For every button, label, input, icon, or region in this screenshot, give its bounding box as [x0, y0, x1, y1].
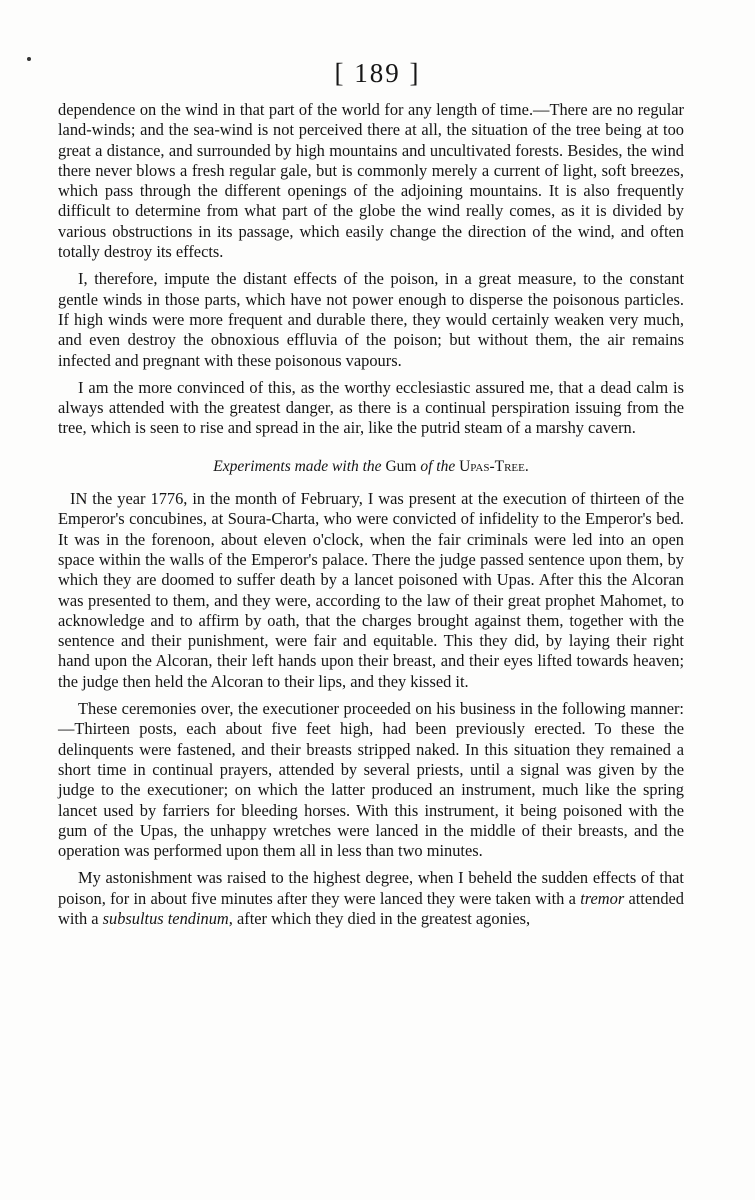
p6-text-a: My astonishment was raised to the highest degree, when I beheld the sudden effects of that poison, for in about five minutes after they were lanced they were taken with a	[58, 868, 684, 908]
paragraph-2: I, therefore, impute the distant effects of the poison, in a great measure, to the constant gentle winds in those parts, which have not power enough to disperse the poisonous particles. If high winds were more frequent and durable there, they would certainly weaken very much, and even destroy the obnoxious effluvia of the poison; but without them, the air remains infected and pregnant with these poisonous vapours.	[58, 269, 684, 370]
p6-term-tremor: tremor	[580, 888, 625, 908]
heading-part-3: of the	[420, 457, 456, 475]
paragraph-5: These ceremonies over, the executioner proceeded on his business in the following manner:—Thirteen posts, each about five feet high, had been previously erected. To these the delinquents were fastened, and their breasts stripped naked. In this situation they remained a short time in continual prayers, attended by several priests, until a signal was given by the judge to the executioner; on which the latter produced an instrument, much like the spring lancet used by farriers for bleeding horses. With this instrument, it being poisoned with the gum of the Upas, the unhappy wretches were lanced in the middle of their breasts, and the operation was performed upon them all in less than two minutes.	[58, 699, 684, 861]
paragraph-4: IN the year 1776, in the month of February, I was present at the execution of thirteen of the Emperor's concubines, at Soura-Charta, who were convicted of infidelity to the Emperor's bed. It was in the forenoon, about eleven o'clock, when the fair criminals were led into an open space within the walls of the Emperor's palace. There the judge passed sentence upon them, by which they are doomed to suffer death by a lancet poisoned with Upas. After this the Alcoran was presented to them, and they were, according to the law of their great prophet Mahomet, to acknowledge and to affirm by oath, that the charges brought against them, together with the sentence and their punishment, were fair and equitable. This they did, by laying their right hand upon the Alcoran, their left hands upon their breast, and their eyes lifted towards heaven; the judge then held the Alcoran to their lips, and they kissed it.	[58, 489, 684, 691]
paragraph-1: dependence on the wind in that part of the world for any length of time.—There are no regular land-winds; and the sea-wind is not perceived there at all, the situation of the tree being at too great a distance, and surrounded by high mountains and uncultivated forests. Besides, the wind there never blows a fresh regular gale, but is commonly merely a current of light, soft breezes, which pass through the different openings of the adjoining mountains. It is also frequently difficult to determine from what part of the globe the wind really comes, as it is divided by various obstructions in its passage, which easily change the direction of the wind, and often totally destroy its effects.	[58, 100, 684, 262]
heading-part-4: Upas-Tree.	[459, 457, 529, 475]
p6-term-subsultus: subsultus tendinum,	[102, 908, 233, 928]
paragraph-6	[58, 868, 684, 929]
p6-text-c: attended with a	[58, 888, 684, 928]
section-heading	[58, 457, 684, 477]
heading-part-2: Gum	[385, 457, 417, 475]
heading-part-1: Experiments made with the	[213, 457, 382, 475]
page-number: [ 189 ]	[334, 58, 421, 88]
p6-text-e: after which they died in the greatest agonies,	[236, 908, 531, 928]
body-text	[58, 100, 684, 936]
paragraph-3: I am the more convinced of this, as the worthy ecclesiastic assured me, that a dead calm is always attended with the greatest danger, as there is a continual perspiration issuing from the tree, which is seen to rise and spread in the air, like the putrid steam of a marshy cavern.	[58, 377, 684, 438]
